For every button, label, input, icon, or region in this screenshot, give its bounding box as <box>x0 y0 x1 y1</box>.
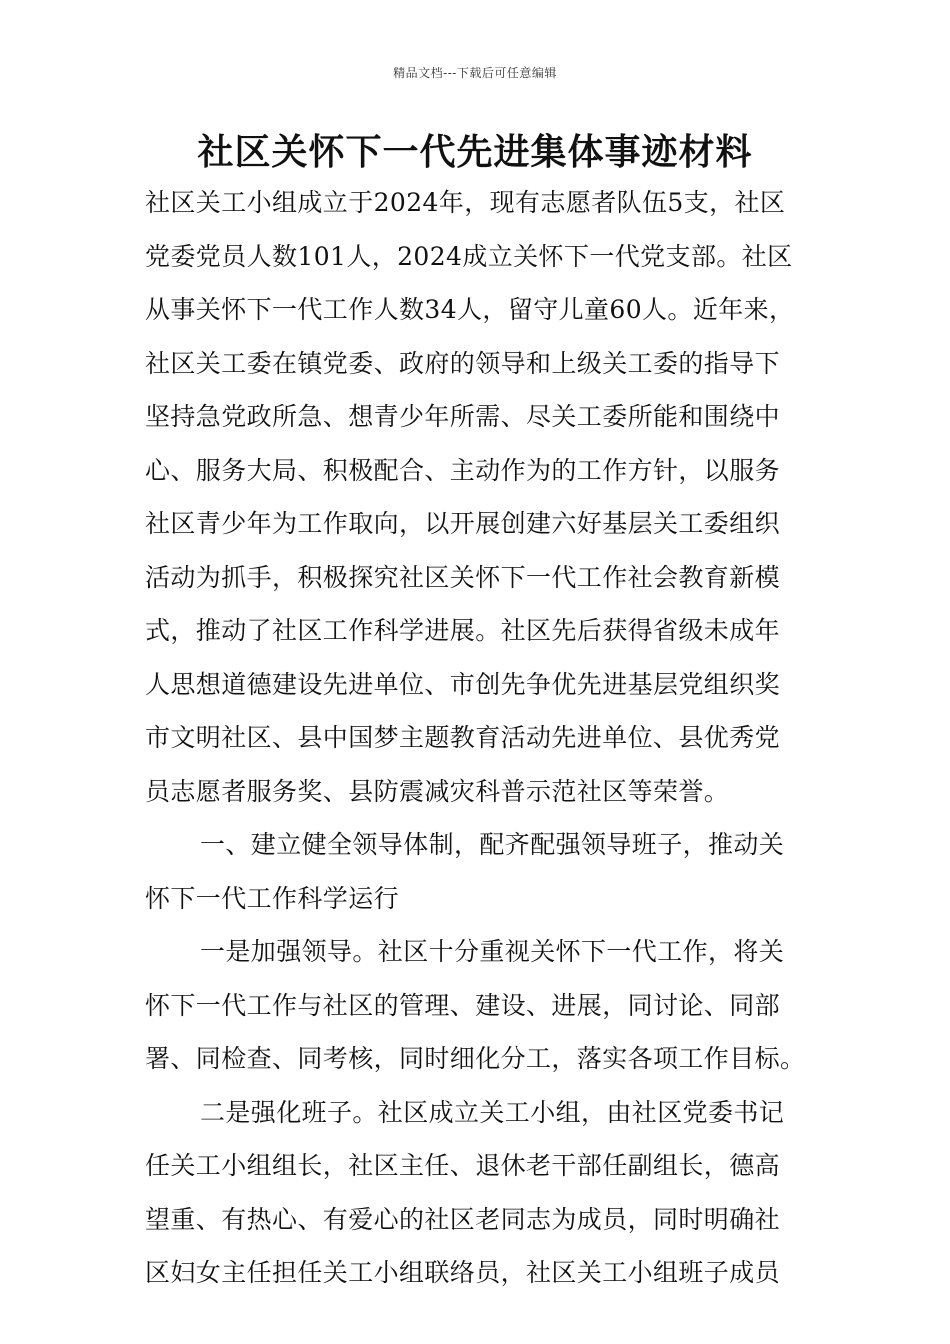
body-line: 任关工小组组长，社区主任、退休老干部任副组长，德高 <box>145 1151 781 1180</box>
body-line: 社区关工委在镇党委、政府的领导和上级关工委的指导下 <box>145 348 781 378</box>
body-line: 二是强化班子。社区成立关工小组，由社区党委书记 <box>200 1097 785 1127</box>
body-line: 党委党员人数101人，2024成立关怀下一代党支部。社区 <box>145 241 793 271</box>
body-line: 从事关怀下一代工作人数34人，留守儿童60人。近年来， <box>145 295 795 324</box>
document-body <box>145 176 807 1300</box>
body-line: 区妇女主任担任关工小组联络员，社区关工小组班子成员 <box>145 1258 781 1287</box>
body-line: 人思想道德建设先进单位、市创先争优先进基层党组织奖 <box>145 669 781 699</box>
body-line: 式，推动了社区工作科学进展。社区先后获得省级未成年 <box>145 616 781 645</box>
body-line: 社区青少年为工作取向，以开展创建六好基层关工委组织 <box>145 509 781 538</box>
body-line: 心、服务大局、积极配合、主动作为的工作方针，以服务 <box>145 455 781 485</box>
body-line: 市文明社区、县中国梦主题教育活动先进单位、县优秀党 <box>145 723 781 752</box>
body-line: 署、同检查、同考核，同时细化分工，落实各项工作目标。 <box>145 1044 806 1073</box>
section-heading-line: 怀下一代工作科学运行 <box>145 883 400 913</box>
section-heading-line: 一、建立健全领导体制，配齐配强领导班子，推动关 <box>200 830 785 859</box>
body-line: 怀下一代工作与社区的管理、建设、进展，同讨论、同部 <box>145 990 781 1020</box>
document-title: 社区关怀下一代先进集体事迹材料 <box>197 132 753 173</box>
body-line: 望重、有热心、有爱心的社区老同志为成员，同时明确社 <box>145 1204 781 1234</box>
body-line: 活动为抓手，积极探究社区关怀下一代工作社会教育新模 <box>145 562 781 592</box>
body-line: 一是加强领导。社区十分重视关怀下一代工作，将关 <box>200 937 785 966</box>
body-line: 员志愿者服务奖、县防震减灾科普示范社区等荣誉。 <box>145 776 730 806</box>
body-line: 坚持急党政所急、想青少年所需、尽关工委所能和围绕中 <box>145 402 781 431</box>
page-header-note: 精品文档---下载后可任意编辑 <box>393 66 557 80</box>
body-line: 社区关工小组成立于2024年，现有志愿者队伍5支，社区 <box>145 188 786 217</box>
